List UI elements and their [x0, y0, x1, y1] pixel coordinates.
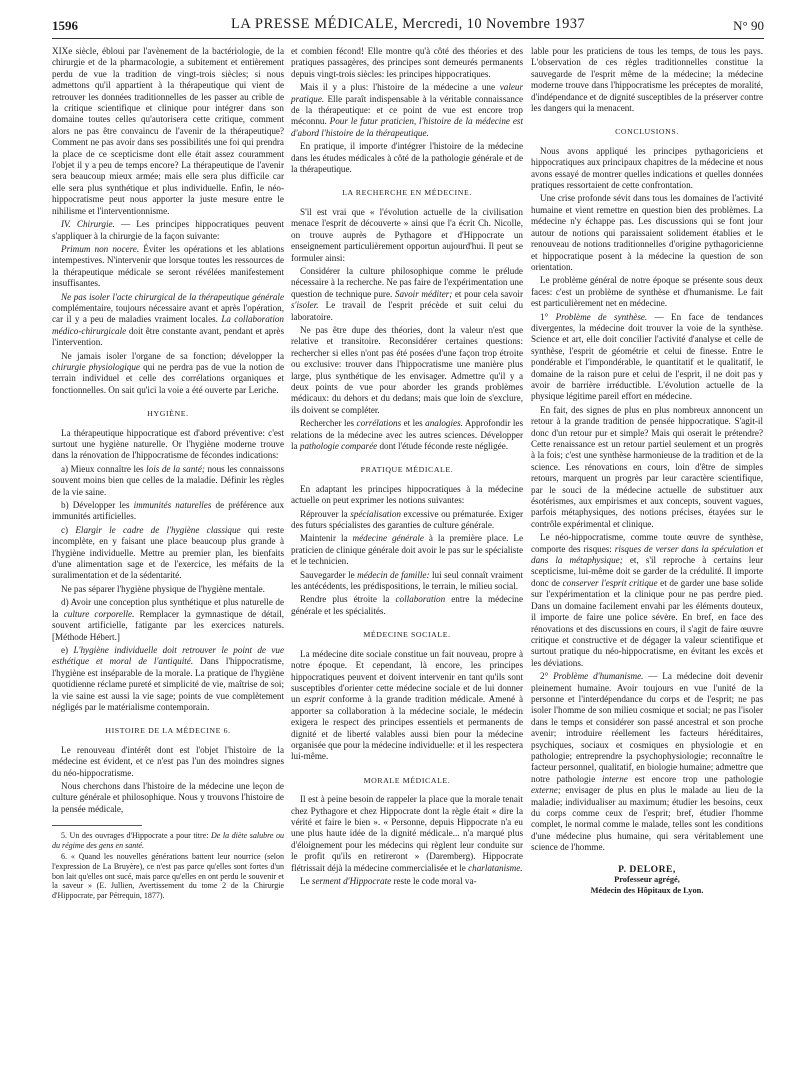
author-name: P. DELORE,: [618, 863, 676, 875]
paragraph-synthese: [531, 312, 763, 403]
list-item: [52, 464, 284, 498]
journal-title: LA PRESSE MÉDICALE,: [230, 16, 399, 32]
paragraph: lable pour les praticiens de tous les temps, de tous les pays. L'observation de ces règles traditionnelles constitue la sauvegarde de l'esprit même de la médecine; la médecine moderne trouve dans l'hippocratisme les préceptes de moralité, d'indépendance et de dignité susceptibles de la préserver contre les dangers qui la menacent.: [531, 46, 763, 114]
paragraph: XIXe siècle, ébloui par l'avènement de la bactériologie, de la chirurgie et de la pharmacologie, a subitement et entièrement perdu de vue la tradition de vingt-trois siècles; si nous admettons qu'il appartient à la thérapeutique qui vient de retrouver les données traditionnelles de les passer au crible de la critique scientifique et clinique pour intégrer dans son domaine toutes celles qu'autorisera cette critique, comment alors ne pas être convaincu de l'avenir de la thérapeutique? Comment ne pas avoir dans ses possibilités une foi qui prendra la place de ce scepticisme dont elle était assez couramment l'objet il y a peu de temps encore? La thérapeutique de l'avenir sera beaucoup mieux armée; mais elle sera plus difficile car elle sera plus synthétique et plus individuelle. Enfin, le néo-hippocratisme peut nous apporter la juste mesure entre le nihilisme et l'interventionnisme.: [52, 46, 284, 216]
paragraph-lead: IV. Chirurgie.: [61, 219, 115, 230]
paragraph: [291, 649, 523, 763]
emphasis: conserver l'esprit critique: [562, 577, 658, 588]
paragraph-text: La médecine dite sociale constitue un fait nouveau, propre à notre époque. Et cependant, là encore, les principes hippocratiques peuvent et doivent intervenir en tant qu'ils sont susceptibles d'orienter cette médecine sociale et de lui donner un: [291, 648, 523, 705]
paragraph-text: Elle paraît indispensable à la véritable connaissance de la thérapeutique: et ce point de vue est encore trop méconnu.: [291, 93, 523, 127]
section-heading-pratique: PRATIQUE MÉDICALE.: [360, 465, 454, 475]
footnote-text: 5. Un des ouvrages d'Hippocrate a pour titre:: [61, 831, 209, 841]
list-item: [52, 525, 284, 582]
footnote-6: 6. « Quand les nouvelles générations battent leur nourrice (selon l'expression de La Bruyère), ce n'est pas parce qu'elles sont fortes d'un bon lait qu'elles ont sucé, mais parce qu'elles en ont perdu le souvenir et la saveur » (E. Jullien, Avertissement du tome 2 de la Chirurgie d'Hippocrate, par Pétrequin, 1877).: [52, 852, 284, 900]
paragraph-text: — Les principes hippocratiques peuvent s'appliquer à la chirurgie de la façon suivante:: [52, 219, 285, 241]
emphasis: pathologie comparée: [299, 441, 378, 451]
paragraph: [291, 418, 523, 452]
paragraph: [291, 266, 523, 323]
paragraph: En pratique, il importe d'intégrer l'histoire de la médecine dans les études médicales à côté de la pathologie générale et de la thérapeutique.: [291, 141, 523, 175]
list-text: Remplacer la gymnastique de détail, souvent artificielle, fatigante par les exercices naturels. [Méthode Hébert.]: [52, 608, 285, 642]
author-signature: [531, 864, 763, 896]
paragraph-text: envisager de plus en plus le malade au lieu de la maladie; individualiser au maximum; étudier les besoins, ceux du corps comme ceux de l'esprit; bref, étudier l'homme complet, le normal comme le malade, telles sont les conditions d'une médecine plus humaine, qui sera véritablement une science de l'homme.: [531, 785, 763, 853]
emphasis: L'hygiène individuelle doit retrouver le point de vue esthétique et moral de l'antiquité.: [52, 644, 285, 667]
section-heading-recherche: LA RECHERCHE EN MÉDECINE.: [342, 188, 472, 198]
author-affiliation: Médecin des Hôpitaux de Lyon.: [590, 885, 704, 895]
emphasis: corrélations: [356, 418, 402, 429]
paragraph: En fait, des signes de plus en plus nombreux annoncent un retour à la grande tradition de pensée hippocratique. S'agit-il donc d'un retour pur et simple? Mais qui oserait le prétendre? Cette renaissance est un retour partiel seulement et un progrès à la fois; c'est une synthèse harmonieuse de la tradition et de la science. Les rénovations en cours, loin d'être de simples retours, marquent un progrès par leur caractère scientifique, par le souci de la médecine actuelle de substituer aux ésotérismes, aux empirismes et aux concepts, souvent vagues, parfois métaphysiques, des notions précises, étayées sur le contrôle expérimental et clinique.: [531, 404, 763, 529]
list-lead: e): [61, 644, 69, 655]
paragraph-text: Rendre plus étroite la: [300, 594, 390, 605]
paragraph-text: Le travail de l'esprit précède et suit celui du laboratoire.: [291, 300, 524, 322]
list-text: nous les connaissons souvent moins bien que celles de la maladie. Définir les règles de la vie saine.: [52, 463, 284, 497]
list-lead: 2°: [540, 671, 549, 682]
latin-maxim: Primum non nocere.: [61, 243, 140, 254]
running-title: [52, 16, 764, 33]
emphasis: esprit: [304, 694, 325, 705]
column-middle: [291, 46, 523, 889]
list-text: Dans l'hippocratisme, l'hygiène est inséparable de la morale. La pratique de l'hygiène quotidienne réclame pureté et simplicité de vie, maîtrise de soi; la vie saine est aussi la vie sage; points de vue complètement négligés par le matérialisme contemporain.: [52, 656, 284, 712]
paragraph-text: doit être constante avant, pendant et après l'intervention.: [52, 325, 284, 348]
emphasis: spécialisation: [350, 508, 401, 519]
emphasis: Elargir le cadre de l'hygiène classique: [75, 524, 241, 535]
paragraph: Le renouveau d'intérêt dont est l'objet l'histoire de la médecine est évident, et ce n'est pas l'un des moindres signes du néo-hippocratisme.: [52, 744, 284, 778]
list-lead: d) Avoir une conception plus synthétique et plus naturelle de la: [52, 597, 284, 619]
paragraph: Ne pas séparer l'hygiène physique de l'hygiène mentale.: [61, 583, 265, 594]
section-heading-histoire: HISTOIRE DE LA MÉDECINE 6.: [105, 726, 231, 736]
paragraph-text: est encore trop une pathologie: [634, 773, 763, 784]
paragraph: En adaptant les principes hippocratiques à la médecine actuelle on peut exprimer les notions suivantes:: [291, 483, 523, 506]
paragraph: [531, 532, 763, 669]
list-lead: a) Mieux connaître les: [61, 463, 144, 474]
paragraph-text: entre la médecine générale et les spécialités.: [291, 594, 524, 616]
footnote-5: [52, 831, 284, 850]
author-title: Professeur agrégé,: [614, 875, 680, 885]
list-item: [52, 597, 284, 643]
paragraph-text: Réprouver la: [300, 508, 348, 519]
list-text: de préférence aux immunités artificielles.: [52, 500, 285, 522]
emphasis: Problème de synthèse.: [555, 311, 648, 322]
emphasis: Problème d'humanisme.: [553, 671, 644, 682]
issue-date: Mercredi, 10 Novembre 1937: [402, 16, 586, 32]
paragraph-text: et pour cela savoir: [454, 288, 523, 299]
section-heading-morale: MORALE MÉDICALE.: [363, 775, 451, 785]
column-left: [52, 46, 284, 902]
paragraph-text: Sauvegarder le: [300, 569, 355, 580]
paragraph-text: lui seul connaît vraiment les antécédents, les prédispositions, le terrain, le milieu social.: [291, 569, 524, 592]
paragraph: [291, 509, 523, 532]
paragraph-text: dont l'étude féconde reste négligée.: [379, 441, 509, 451]
paragraph: [52, 351, 284, 397]
section-heading-hygiene: HYGIÈNE.: [147, 409, 189, 419]
paragraph: S'il est vrai que « l'évolution actuelle de la civilisation menace l'esprit de découverte » ainsi que l'a écrit Ch. Nicolle, on trouve auprès de Pythagore et d'Hippocrate un enseignement particulièrement opportun aujourd'hui. Il peut se formuler ainsi:: [291, 206, 523, 263]
emphasis: s'isoler.: [291, 300, 319, 311]
paragraph-text: Rechercher les: [300, 418, 355, 429]
emphasis: valeur pratique.: [291, 82, 524, 104]
emphasis: Savoir méditer;: [394, 288, 453, 299]
emphasis: Pour le futur praticien, l'histoire de la médecine est d'abord l'histoire de la thérapeutique.: [291, 116, 523, 138]
list-lead: c): [61, 524, 69, 535]
paragraph-text: et de garder une base solide sur l'expérimentation et la clinique pour ne pas perdre pied. Dans un domaine facilement envahi par les éléments douteux, il importe de faire une police sévère. En bref, en face des rénovations et des discussions en cours, il s'agit de faire œuvre critique et constructive et de dégager la valeur scientifique et surtout pratique du néo-hippocratisme, en évitant les excès et les déviations.: [531, 577, 764, 668]
paragraph-text: Le: [300, 876, 310, 886]
paragraph: [291, 533, 523, 567]
section-heading-conclusions: CONCLUSIONS.: [615, 127, 679, 137]
paragraph-text: Mais il y a plus: l'histoire de la médecine a une: [300, 82, 496, 93]
paragraph: [52, 244, 284, 290]
paragraph: [291, 794, 523, 874]
paragraph-text: excessive ou prématurée. Exiger des futurs spécialistes des garanties de culture générale.: [291, 508, 524, 531]
paragraph: [291, 876, 523, 887]
paragraph-text: Il est à peine besoin de rappeler la place que la morale tenait chez Pythagore et chez Hippocrate dont la règle était « dire la vérité et faire le bien ». « Personne, depuis Hippocrate n'a eu une plus haute idée de la dignité médicale... n'a marqué plus d'éloignement pour les médecins qui règlent leur conduite sur le profit qu'ils en retireront » (Daremberg). Hippocrate flétrissait déjà la médecine commercialisée et le: [291, 794, 523, 873]
list-item: [52, 500, 284, 523]
emphasis: La collaboration médico-chirurgicale: [52, 314, 284, 336]
paragraph: Ne pas être dupe des théories, dont la valeur n'est que relative et transitoire. Reconsidérer certaines questions: rechercher si elles n'ont pas été posées d'une façon trop étroite ou exclusive: trouver dans l'hippocratisme une manière plus large, plus synthétique de les envisager. Admettre qu'il y a deux points de vue pour aborder les grands problèmes médicaux: du dehors et du dedans; mais que loin de s'exclure, ils doivent se compléter.: [291, 324, 523, 415]
paragraph-text: Le néo-hippocratisme, comme toute œuvre de synthèse, comporte des risques:: [531, 532, 763, 554]
list-item: [52, 645, 284, 713]
emphasis: serment d'Hippocrate: [311, 876, 392, 886]
paragraph-text: conforme à la grande tradition médicale. Amené à apporter sa collaboration à la médecine sociale, le médecin exigera le respect des principes essentiels et permanents de dignité et de liberté valables aussi bien pour la médecine organisée que pour la médecine individuelle: et il les respectera lui-même.: [291, 694, 524, 762]
issue-number: N° 90: [733, 18, 764, 33]
list-lead: b) Développer les: [61, 500, 130, 511]
paragraph: Le problème général de notre époque se présente sous deux faces: c'est un problème de synthèse et d'humanisme. Le fait est particulièrement net en médecine.: [531, 275, 763, 309]
paragraph-text: Approfondir les relations de la médecine avec les autres sciences. Développer la: [291, 418, 524, 451]
emphasis: culture corporelle.: [63, 608, 135, 619]
paragraph: [291, 82, 523, 139]
paragraph-chirurgie: [52, 219, 284, 242]
section-heading-sociale: MÉDECINE SOCIALE.: [363, 630, 451, 640]
emphasis: externe;: [531, 785, 561, 796]
list-text: qui reste incomplète, en y faisant une place beaucoup plus grande à l'hygiène individuelle. Mettre au premier plan, les bienfaits d'une alimentation sage et de l'exercice, les méfaits de la suralimentation et de la sédentarité.: [52, 524, 285, 581]
paragraph: Nous avons appliqué les principes pythagoriciens et hippocratiques aux principaux chapitres de la médecine et nous avons essayé de montrer quelles indications et quelles données pratiques ressortaient de cette confrontation.: [531, 145, 763, 191]
emphasis: chirurgie physiologique: [52, 361, 140, 372]
paragraph-text: — En face de tendances divergentes, la médecine doit trouver la voie de la synthèse. Science et art, elle doit concilier l'activité d'analyse et celle de synthèse, l'esprit de géométrie et celui de finesse. Entre le pondérable et l'impondérable, le quantitatif et le qualitatif, le domaine de la raison pure et celui de l'esprit, il ne doit pas y avoir de barrière irréductible. L'évolution actuelle de la physique légitime pareil effort en médecine.: [531, 311, 764, 402]
paragraph-text: et, s'il reproche à certains leur scepticisme, lui-même doit se garder de la crédulité. Il importe donc de: [531, 555, 763, 588]
paragraph: La thérapeutique hippocratique est d'abord préventive: c'est surtout une hygiène naturelle. Or l'hygiène moderne trouve dans la rénovation de l'hippocratisme de fécondes indications:: [52, 427, 284, 461]
paragraph-text: complémentaire, toujours nécessaire avant et après l'opération, car il y a peu de maladies vraiment locales.: [52, 302, 284, 325]
emphasis: médecine générale: [352, 533, 424, 544]
paragraph: [291, 594, 523, 617]
emphasis: De la diète salubre ou du régime des gens en santé.: [52, 831, 284, 850]
emphasis: collaboration: [395, 594, 446, 605]
paragraph-humanisme: [531, 671, 763, 854]
emphasis: lois de la santé;: [146, 463, 205, 474]
emphasis: risques de verser dans la spéculation et dans la métaphysique;: [531, 543, 764, 566]
page-header: [52, 16, 764, 39]
paragraph: [291, 570, 523, 593]
paragraph-text: reste le code moral va-: [393, 876, 477, 886]
paragraph: Nous cherchons dans l'histoire de la médecine une leçon de culture générale et philosophique. Nous y trouvons l'histoire de la pensée médicale,: [52, 780, 284, 814]
emphasis: immunités naturelles: [133, 500, 212, 511]
paragraph: Une crise profonde sévit dans tous les domaines de l'activité humaine et vient remettre en question bien des problèmes. La médecine n'y échappe pas. Les discussions qui se font jour autour de notions qui paraissaient solidement établies et le renouveau de notions traditionnelles d'origine pythagoricienne et hippocratique posent à la médecine la question de son orientation.: [531, 193, 763, 272]
emphasis: médecin de famille:: [357, 569, 430, 580]
emphasis: interne: [602, 773, 628, 784]
paragraph: et combien fécond! Elle montre qu'à côté des théories et des pratiques passagères, des principes sont demeurés permanents depuis vingt-trois siècles: les principes hippocratiques.: [291, 46, 523, 79]
footnote-divider: [52, 825, 142, 826]
emphasis: charlatanisme.: [468, 862, 523, 873]
emphasis: analogies.: [425, 418, 463, 429]
paragraph-text: — La médecine doit devenir pleinement humaine. Avoir toujours en vue l'unité de la personne et l'interdépendance du corps et de l'esprit; ne pas isoler l'homme de son milieu cosmique et social; ne pas l'isoler dans le temps et considérer son passé ancestral et son proche avenir; introduire réellement les facteurs héréditaires, psychiques, sociaux et cosmiques en physiologie et en pathologie; entreprendre la psychophysiologie; reconnaître le facteur personnel, qualitatif, en biologie humaine; admettre que notre pathologie: [531, 671, 763, 784]
emphasis: Ne pas isoler l'acte chirurgical de la thérapeutique générale: [61, 291, 284, 302]
column-right: [531, 46, 763, 896]
paragraph-text: Considérer la culture philosophique comme le prélude nécessaire à la recherche. Ne pas faire de l'expérimentation une question de technique pure.: [291, 265, 523, 299]
paragraph-text: à la première place. Le praticien de clinique générale doit avoir le pas sur le spécialiste et le technicien.: [291, 533, 524, 567]
paragraph-text: qui ne perdra pas de vue la notion de terrain individuel et celle des corrélations organiques et fonctionnelles. On sait qu'ici la voie a été ouverte par Leriche.: [52, 361, 285, 395]
paragraph-text: Ne jamais isoler l'organe de sa fonction; développer la: [61, 350, 284, 361]
page-number: 1596: [52, 18, 78, 33]
list-lead: 1°: [540, 311, 549, 322]
paragraph-text: Éviter les opérations et les ablations intempestives. N'intervenir que lorsque toutes les ressources de la thérapeutique médicale se seront révélées manifestement insuffisantes.: [52, 243, 285, 289]
paragraph-text: Maintenir la: [300, 533, 348, 544]
paragraph: [52, 292, 284, 349]
paragraph-text: et les: [403, 418, 423, 429]
